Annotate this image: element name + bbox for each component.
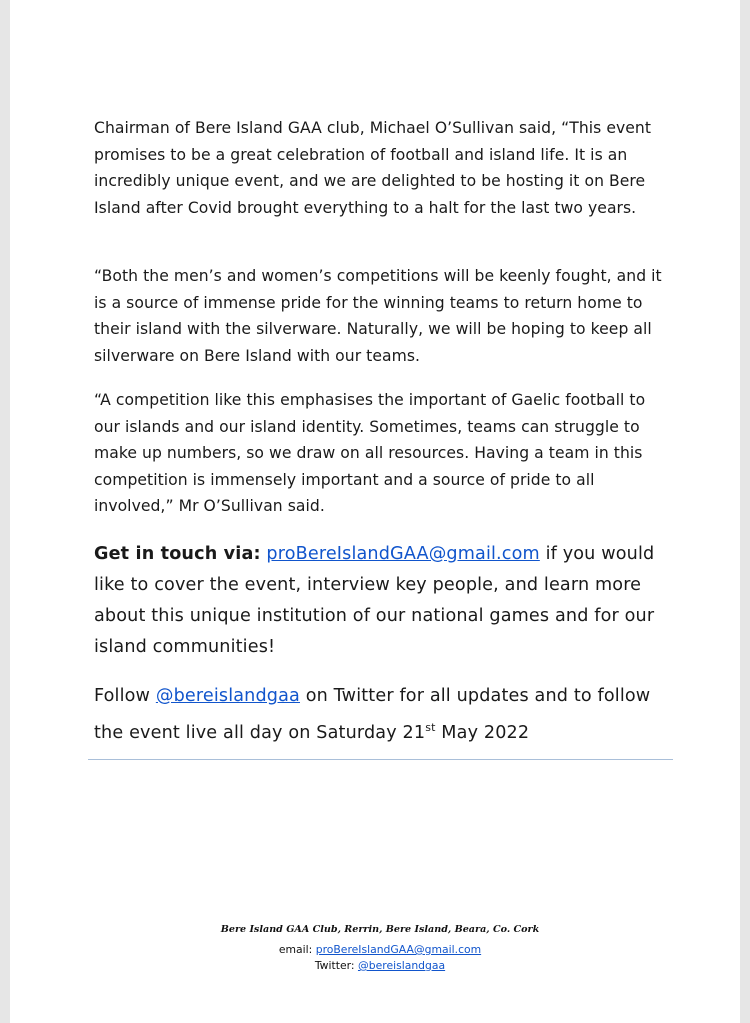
- paragraph-competitions: “Both the men’s and women’s competitions will be keenly fought, and it is a source of immense pride for the winning teams to return home to their island with the silverware. Naturally, we will be hoping to keep all silverware on Bere Island with our teams.: [94, 267, 662, 365]
- paragraph-follow: [94, 681, 674, 749]
- paragraph-chairman-quote: Chairman of Bere Island GAA club, Michael O’Sullivan said, “This event promises to be a great celebration of football and island life. It is an incredibly unique event, and we are delighted to be hosting it on Bere Island after Covid brought everything to a halt for the last two years.: [94, 119, 651, 217]
- paragraph-gaelic-football: “A competition like this emphasises the important of Gaelic football to our islands and our island identity. Sometimes, teams can struggle to make up numbers, so we draw on all resources. Having a team in this competition is immensely important and a source of pride to all involved,” Mr O’Sullivan said.: [94, 391, 646, 515]
- footer-email-label: email:: [278, 943, 316, 956]
- paragraph-contact: [94, 539, 674, 663]
- footer-twitter-link[interactable]: @bereislandgaa: [357, 959, 446, 972]
- footer-email-link[interactable]: proBereIslandGAA@gmail.com: [315, 943, 482, 956]
- footer-email-line: [140, 942, 620, 958]
- section-divider: [88, 759, 673, 760]
- follow-post-text: May 2022: [435, 722, 530, 743]
- contact-text: if you would like to cover the event, interview key people, and learn more about this unique institution of our national games and for our island communities!: [94, 544, 655, 657]
- document-page: [10, 0, 740, 1023]
- follow-mid-text: on Twitter for all updates and to follow the event live all day on Saturday 21: [94, 686, 651, 743]
- footer-address: Bere Island GAA Club, Rerrin, Bere Island, Beara, Co. Cork: [220, 924, 540, 935]
- date-ordinal-suffix: st: [425, 721, 436, 734]
- contact-email-link[interactable]: proBereIslandGAA@gmail.com: [266, 544, 540, 564]
- footer-twitter-label: Twitter:: [314, 959, 358, 972]
- twitter-handle-link[interactable]: @bereislandgaa: [155, 686, 300, 706]
- contact-lead: Get in touch via:: [94, 544, 261, 564]
- footer-twitter-line: [140, 958, 620, 974]
- follow-pre-text: Follow: [94, 686, 156, 706]
